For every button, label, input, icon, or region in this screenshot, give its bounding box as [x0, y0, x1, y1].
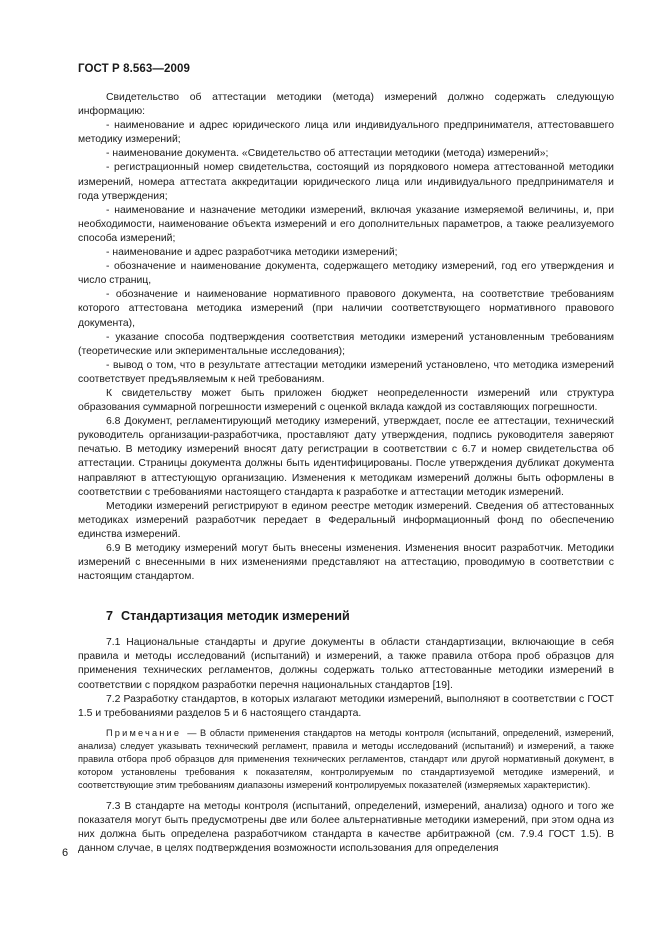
list-item: - наименование документа. «Свидетельство об аттестации методики (метода) измерений»; — [106, 148, 549, 160]
list-item: - указание способа подтверждения соответствия методики измерений установленным требованиям (теоретические или экпериментальные исследования); — [78, 331, 614, 357]
paragraphs-end — [78, 800, 614, 856]
paragraph: 7.1 Национальные стандарты и другие документы в области стандартизации, включающие в себя правила и методы исследований (испытаний) и измерений, а также правила отбора проб образцов для применения технических регламентов, должны содержать только аттестованные методики измерений в соответствии с порядком разработки перечня национальных стандартов [19]. — [78, 637, 614, 691]
list-item: - регистрационный номер свидетельства, состоящий из порядкового номера аттестованной методики измерений, номера аттестата аккредитации юридического лица или индивидуального предпринимателя и года утверждения; — [78, 162, 614, 202]
list-item: - наименование и назначение методики измерений, включая указание измеряемой величины, и, при необходимости, наименование объекта измерений и его дополнительных параметров, а также реализуемого способа измерений; — [78, 204, 614, 244]
section-heading — [78, 608, 614, 624]
list-item: - обозначение и наименование нормативного правового документа, на соответствие требованиям которого аттестована методика измерений (при наличии соответствующего нормативного правового документа), — [78, 289, 614, 329]
document-header-code: ГОСТ Р 8.563—2009 — [78, 63, 190, 75]
paragraph: Свидетельство об аттестации методики (метода) измерений должно содержать следующую информацию: — [78, 92, 614, 118]
paragraph: К свидетельству может быть приложен бюджет неопределенности измерений или структура образования суммарной погрешности измерений с оценкой вклада каждой из составляющих погрешности. — [78, 387, 614, 414]
page-number: 6 — [62, 847, 69, 859]
list-item: - наименование и адрес юридического лица или индивидуального предпринимателя, аттестовавшего методику измерений; — [78, 120, 614, 146]
document-body — [78, 91, 614, 856]
list-item: - наименование и адрес разработчика методики измерений; — [106, 247, 398, 259]
paragraph: 7.2 Разработку стандартов, в которых излагают методики измерений, выполняют в соответствии с ГОСТ 1.5 и требованиями разделов 5 и 6 настоящего стандарта. — [78, 693, 614, 719]
paragraph: 6.8 Документ, регламентирующий методику измерений, утверждает, после ее аттестации, технический руководитель организации-разработчика, проставляют дату утверждения, подпись руководителя заверяют печатью. В методику измерений вносят дату регистрации в соответствии с 6.7 и номер свидетельства об аттестации. Страницы документа должны быть идентифицированы. После утверждения дубликат документа направляют в аттестующую организацию. Изменения к методикам измерений должны быть оформлены в соответствии с требованиями настоящего стандарта к разработке и аттестации методик измерений. — [78, 416, 614, 498]
note-block — [78, 727, 614, 792]
list-item: - обозначение и наименование документа, содержащего методику измерений, год его утверждения и число страниц, — [78, 261, 614, 287]
paragraph: 7.3 В стандарте на методы контроля (испытаний, определений, измерений, анализа) одного и того же показателя могут быть предусмотрены две или более альтернативные методики измерений, при этом одна из них должна быть определена разработчиком стандарта в качестве арбитражной (см. 7.9.4 ГОСТ 1.5). В данном случае, в целях подтверждения возможности использования для определения — [78, 800, 614, 855]
note-label: Примечание — [106, 727, 182, 738]
note-text: — В области применения стандартов на методы контроля (испытаний, определений, измерений, анализа) следует указывать технический регламент, правила и методы исследований (испытаний) и измерений, а также правила отбора проб образцов для применения технических регламентов, стандарт или другой нормативный документ, в котором установлены требования к показателям, контролируемым по стандартизуемой методике измерений, и соответствующие этим требованиям диапазоны измерений контролируемых показателей (измеряемых характеристик). — [78, 727, 614, 790]
paragraph: Методики измерений регистрируют в едином реестре методик измерений. Сведения об аттестованных методиках измерений разработчик передает в Федеральный информационный фонд по обеспечению единства измерений. — [78, 500, 614, 540]
list-item: - вывод о том, что в результате аттестации методики измерений установлено, что методика измерений соответствует предъявляемым к ней требованиям. — [78, 359, 614, 385]
paragraphs-section — [78, 636, 614, 721]
paragraph: 6.9 В методику измерений могут быть внесены изменения. Изменения вносит разработчик. Методики измерений с внесенными в них изменениями представляют на аттестацию, проводимую в соответствии с настоящим стандартом. — [78, 543, 614, 583]
section-title: Стандартизация методик измерений — [121, 609, 350, 624]
paragraphs-top — [78, 91, 614, 584]
section-number: 7 — [106, 609, 114, 624]
